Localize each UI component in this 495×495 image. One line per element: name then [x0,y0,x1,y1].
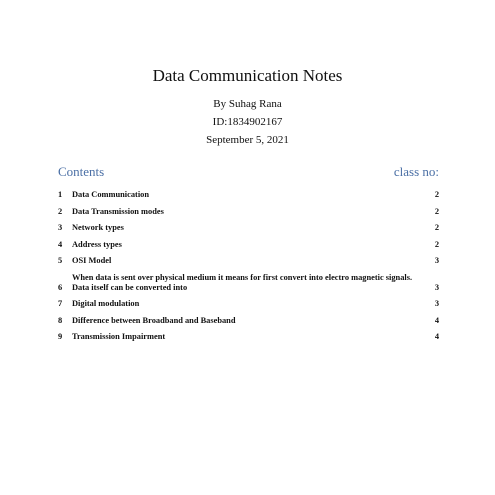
toc-entry-number: 4 [58,239,63,249]
toc-entry-title[interactable]: Data Transmission modes [72,206,164,216]
contents-heading [58,164,439,180]
toc-entry-title[interactable]: Address types [72,239,122,249]
toc-entry-page: 3 [434,282,439,292]
author-line: By Suhag Rana [213,98,282,110]
toc-entry-title[interactable]: Digital modulation [72,299,140,308]
toc-entry-title[interactable]: Network types [72,223,124,232]
toc-entry-number: 5 [58,256,63,265]
toc-entry-title[interactable]: OSI Model [72,256,112,265]
class-no-label: class no: [393,164,439,179]
toc-entry-page: 2 [434,239,439,249]
toc-entry-title[interactable]: Transmission Impairment [72,332,166,341]
toc-entry-page: 2 [434,206,439,216]
toc-entry-page: 3 [434,256,439,265]
toc-entry-number: 1 [58,190,63,199]
toc-entry-page: 3 [434,299,439,308]
toc-entry-number: 3 [58,223,63,232]
toc-entry[interactable] [58,299,439,309]
toc-entry-page: 4 [434,332,439,341]
toc-entry-page: 2 [434,190,439,199]
toc-entry[interactable] [58,240,439,250]
toc-entry-page: 4 [434,315,439,325]
toc-entry[interactable] [58,332,439,342]
toc-entry-title[interactable]: Difference between Broadband and Baseband [72,315,236,325]
toc-entry-number: 2 [58,206,63,216]
toc-entry-title[interactable]: Data Communication [72,190,150,199]
toc-entry-page: 2 [434,223,439,232]
toc-entry[interactable] [58,223,439,233]
toc-entry[interactable] [58,316,439,326]
toc-entry[interactable] [58,207,439,217]
toc-entry-number: 9 [58,332,63,341]
toc-entry[interactable] [58,256,439,266]
table-of-contents [58,190,439,349]
toc-entry[interactable] [58,190,439,200]
toc-entry-number: 7 [58,299,63,308]
id-line: ID:1834902167 [212,116,283,128]
document-title: Data Communication Notes [152,66,343,85]
toc-entry-title[interactable]: When data is sent over physical medium it means for first convert into electro magnetic signals. Data itself can be converted into [72,272,413,292]
contents-title: Contents [58,164,105,179]
toc-entry-number: 6 [58,282,63,292]
toc-entry-number: 8 [58,315,63,325]
date-line: September 5, 2021 [206,134,289,146]
toc-entry[interactable] [58,273,439,293]
